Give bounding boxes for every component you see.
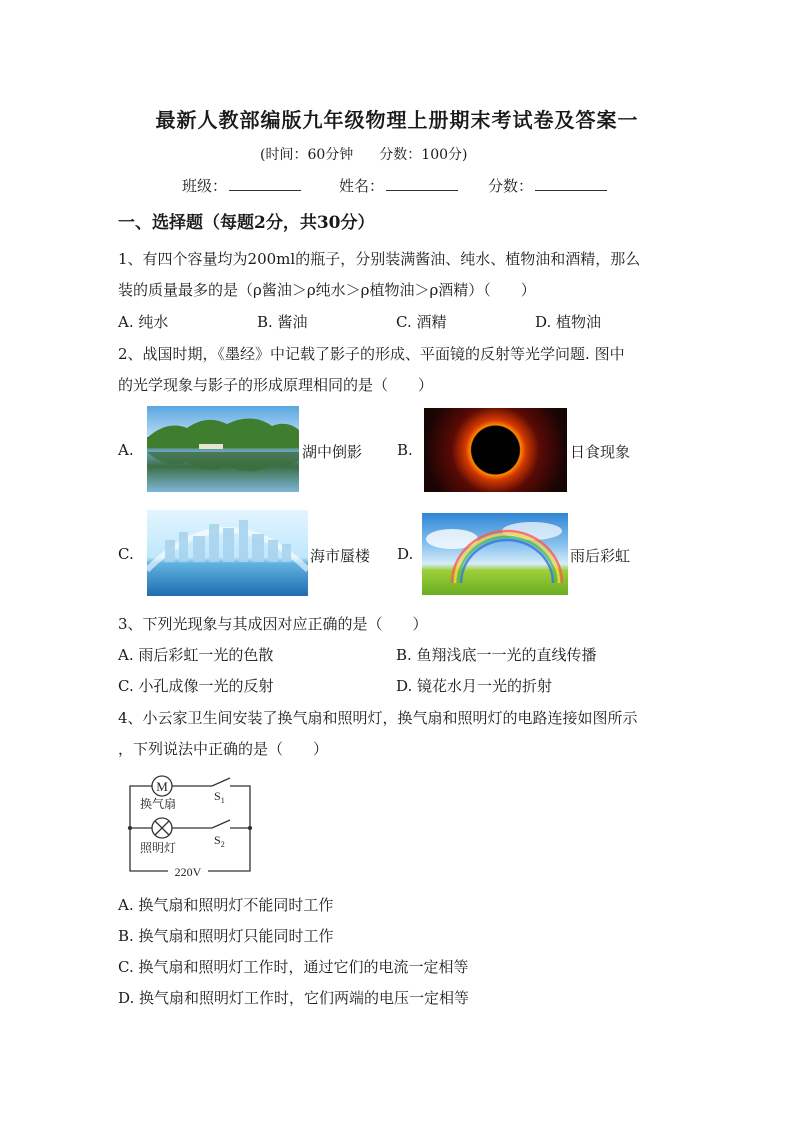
mirage-image bbox=[147, 510, 308, 596]
rainbow-image bbox=[422, 513, 568, 595]
exam-info bbox=[260, 144, 493, 164]
fan-label: 换气扇 bbox=[140, 797, 177, 811]
name-field bbox=[339, 175, 458, 196]
class-label: 班级： bbox=[182, 177, 228, 195]
q2-option-d-letter: D. bbox=[397, 545, 414, 563]
exam-total-score: 分数：100分) bbox=[379, 147, 468, 163]
q2-option-b-letter: B. bbox=[397, 441, 413, 459]
question-4-line-2: ，下列说法中正确的是（ ） bbox=[118, 740, 329, 758]
q2-option-d-caption: 雨后彩虹 bbox=[570, 547, 631, 565]
switch-s1-icon bbox=[212, 778, 230, 786]
score-field bbox=[488, 175, 607, 196]
class-field bbox=[182, 175, 301, 196]
solar-eclipse-image bbox=[424, 408, 567, 492]
lake-reflection-image bbox=[147, 406, 299, 492]
question-2-line-1: 2、战国时期，《墨经》中记载了影子的形成、平面镜的反射等光学问题. 图中 bbox=[118, 345, 625, 363]
q2-option-a-letter: A. bbox=[118, 441, 134, 459]
q4-option-b: B. 换气扇和照明灯只能同时工作 bbox=[118, 927, 334, 945]
question-1-line-1: 1、有四个容量均为200ml的瓶子，分别装满酱油、纯水、植物油和酒精，那么 bbox=[118, 250, 641, 268]
q3-option-a: A. 雨后彩虹一光的色散 bbox=[118, 646, 274, 664]
name-blank bbox=[386, 176, 458, 191]
section-heading: 一、选择题（每题2分，共30分） bbox=[118, 213, 375, 233]
q4-option-a: A. 换气扇和照明灯不能同时工作 bbox=[118, 896, 334, 914]
q1-option-b: B. 酱油 bbox=[257, 313, 308, 331]
question-4-line-1: 4、小云家卫生间安装了换气扇和照明灯，换气扇和照明灯的电路连接如图所示 bbox=[118, 709, 638, 727]
lamp-label: 照明灯 bbox=[140, 841, 177, 855]
motor-label: M bbox=[156, 779, 168, 794]
class-blank bbox=[229, 176, 301, 191]
circuit-diagram bbox=[126, 768, 256, 878]
score-label: 分数： bbox=[488, 177, 534, 195]
q2-option-a-caption: 湖中倒影 bbox=[302, 443, 363, 461]
q2-option-c-caption: 海市蜃楼 bbox=[310, 547, 371, 565]
score-blank bbox=[535, 176, 607, 191]
name-label: 姓名： bbox=[339, 177, 385, 195]
q3-option-d: D. 镜花水月一光的折射 bbox=[396, 677, 553, 695]
q1-option-d: D. 植物油 bbox=[535, 313, 602, 331]
switch-s2-icon bbox=[212, 820, 230, 828]
q2-option-b-caption: 日食现象 bbox=[570, 443, 631, 461]
switch-s1-label: $S_1$ bbox=[214, 789, 225, 805]
voltage-label: 220V bbox=[174, 865, 202, 878]
q4-option-c: C. 换气扇和照明灯工作时，通过它们的电流一定相等 bbox=[118, 958, 469, 976]
question-2-line-2: 的光学现象与影子的形成原理相同的是（ ） bbox=[118, 376, 434, 394]
q1-option-a: A. 纯水 bbox=[118, 313, 169, 331]
question-3-line-1: 3、下列光现象与其成因对应正确的是（ ） bbox=[118, 615, 428, 633]
switch-s2-label: $S_2$ bbox=[214, 833, 225, 849]
q1-option-c: C. 酒精 bbox=[396, 313, 447, 331]
page-title: 最新人教部编版九年级物理上册期末考试卷及答案一 bbox=[155, 108, 639, 132]
exam-time: (时间：60分钟 bbox=[260, 147, 354, 163]
q3-option-c: C. 小孔成像一光的反射 bbox=[118, 677, 274, 695]
q3-option-b: B. 鱼翔浅底一一光的直线传播 bbox=[396, 646, 597, 664]
q4-option-d: D. 换气扇和照明灯工作时，它们两端的电压一定相等 bbox=[118, 989, 470, 1007]
question-1-line-2: 装的质量最多的是（ρ酱油＞ρ纯水＞ρ植物油＞ρ酒精）（ ） bbox=[118, 281, 536, 299]
q2-option-c-letter: C. bbox=[118, 545, 134, 563]
